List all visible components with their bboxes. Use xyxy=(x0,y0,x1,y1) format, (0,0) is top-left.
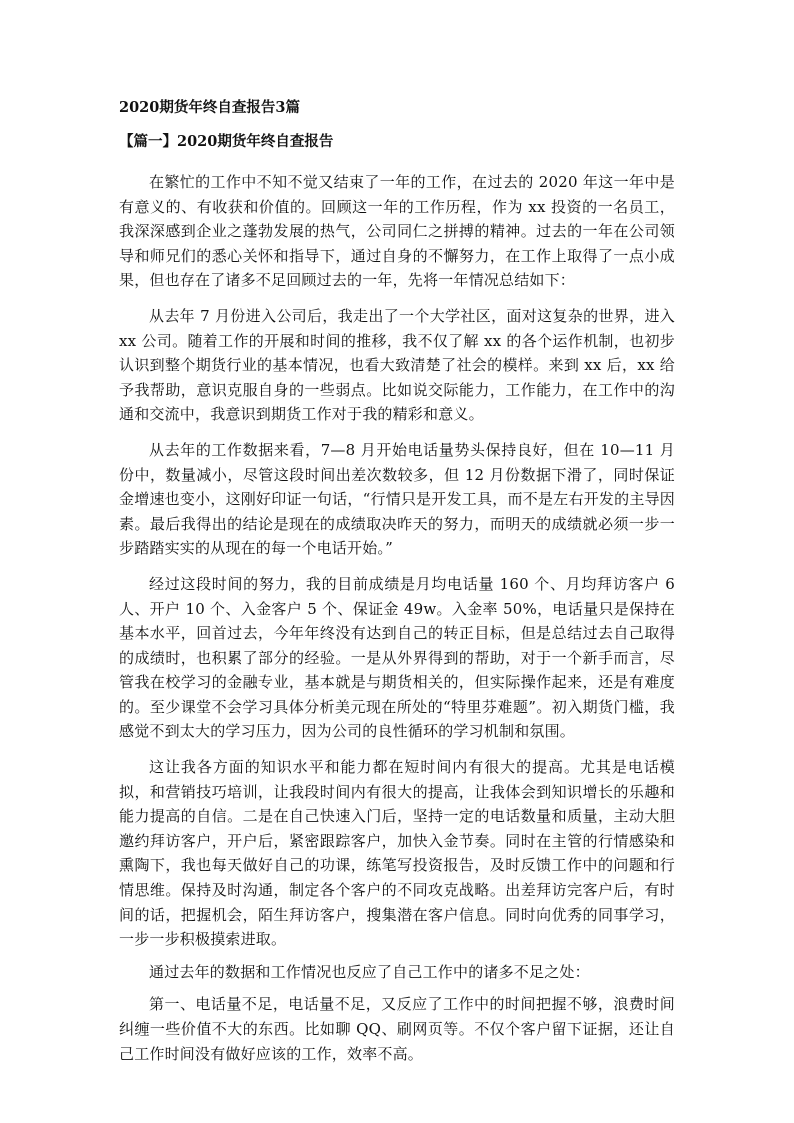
section-title: 【篇一】2020期货年终自查报告 xyxy=(119,133,334,150)
paragraph-7: 第一、电话量不足，电话量不足，又反应了工作中的时间把握不够，浪费时间纠缠一些价值不大的东西。比如聊 QQ、刷网页等。不仅个客户留下证据，还让自己工作时间没有做好应该的工作，效率不高。 xyxy=(119,995,675,1063)
paragraph-6: 通过去年的数据和工作情况也反应了自己工作中的诸多不足之处： xyxy=(149,962,590,981)
paragraph-3: 从去年的工作数据来看，7—8 月开始电话量势头保持良好，但在 10—11 月份中，数量减小，尽管这段时间出差次数较多，但 12 月份数据下滑了，同时保证金增速也变小，这刚好印证一句话，“行情只是开发工具，而不是左右开发的主导因素。最后我得出的结论是现在的成绩取决昨天的努力，而明天的成绩就必须一步一步踏踏实实的从现在的每一个电话开始。” xyxy=(119,440,675,558)
paragraph-4: 经过这段时间的努力，我的目前成绩是月均电话量 160 个、月均拜访客户 6 人、开户 10 个、入金客户 5 个、保证金 49w。入金率 50%，电话量只是保持在基本水平，回首过去，今年年终没有达到自己的转正目标，但是总结过去自己取得的成绩时，也积累了部分的经验。一是从外界得到的帮助，对于一个新手而言，尽管我在校学习的金融专业，基本就是与期货相关的，但实际操作起来，还是有难度的。至少课堂不会学习具体分析美元现在所处的“特里芬难题”。初入期货门槛，我感觉不到太大的学习压力，因为公司的良性循环的学习机制和氛围。 xyxy=(119,574,675,741)
document-title: 2020期货年终自查报告3篇 xyxy=(119,99,300,116)
document-body xyxy=(119,170,675,1066)
paragraph-1: 在繁忙的工作中不知不觉又结束了一年的工作，在过去的 2020 年这一年中是有意义的、有收获和价值的。回顾这一年的工作历程，作为 xx 投资的一名员工，我深深感到企业之蓬勃发展的热气，公司同仁之拼搏的精神。过去的一年在公司领导和师兄们的悉心关怀和指导下，通过自身的不懈努力，在工作上取得了一点小成果，但也存在了诸多不足回顾过去的一年，先将一年情况总结如下： xyxy=(119,173,675,290)
paragraph-2: 从去年 7 月份进入公司后，我走出了一个大学社区，面对这复杂的世界，进入 xx 公司。随着工作的开展和时间的推移，我不仅了解 xx 的各个运作机制，也初步认识到整个期货行业的基本情况，也看大致清楚了社会的模样。来到 xx 后，xx 给予我帮助，意识克服自身的一些弱点。比如说交际能力，工作能力，在工作中的沟通和交流中，我意识到期货工作对于我的精彩和意义。 xyxy=(119,306,675,424)
paragraph-5: 这让我各方面的知识水平和能力都在短时间内有很大的提高。尤其是电话模拟，和营销技巧培训，让我段时间内有很大的提高，让我体会到知识增长的乐趣和能力提高的自信。二是在自己快速入门后，坚持一定的电话数量和质量，主动大胆邀约拜访客户，开户后，紧密跟踪客户，加快入金节奏。同时在主管的行情感染和熏陶下，我也每天做好自己的功课，练笔写投资报告，及时反馈工作中的问题和行情思维。保持及时沟通，制定各个客户的不同攻克战略。出差拜访完客户后，有时间的话，把握机会，陌生拜访客户，搜集潜在客户信息。同时向优秀的同事学习，一步一步积极摸索进取。 xyxy=(119,758,675,949)
